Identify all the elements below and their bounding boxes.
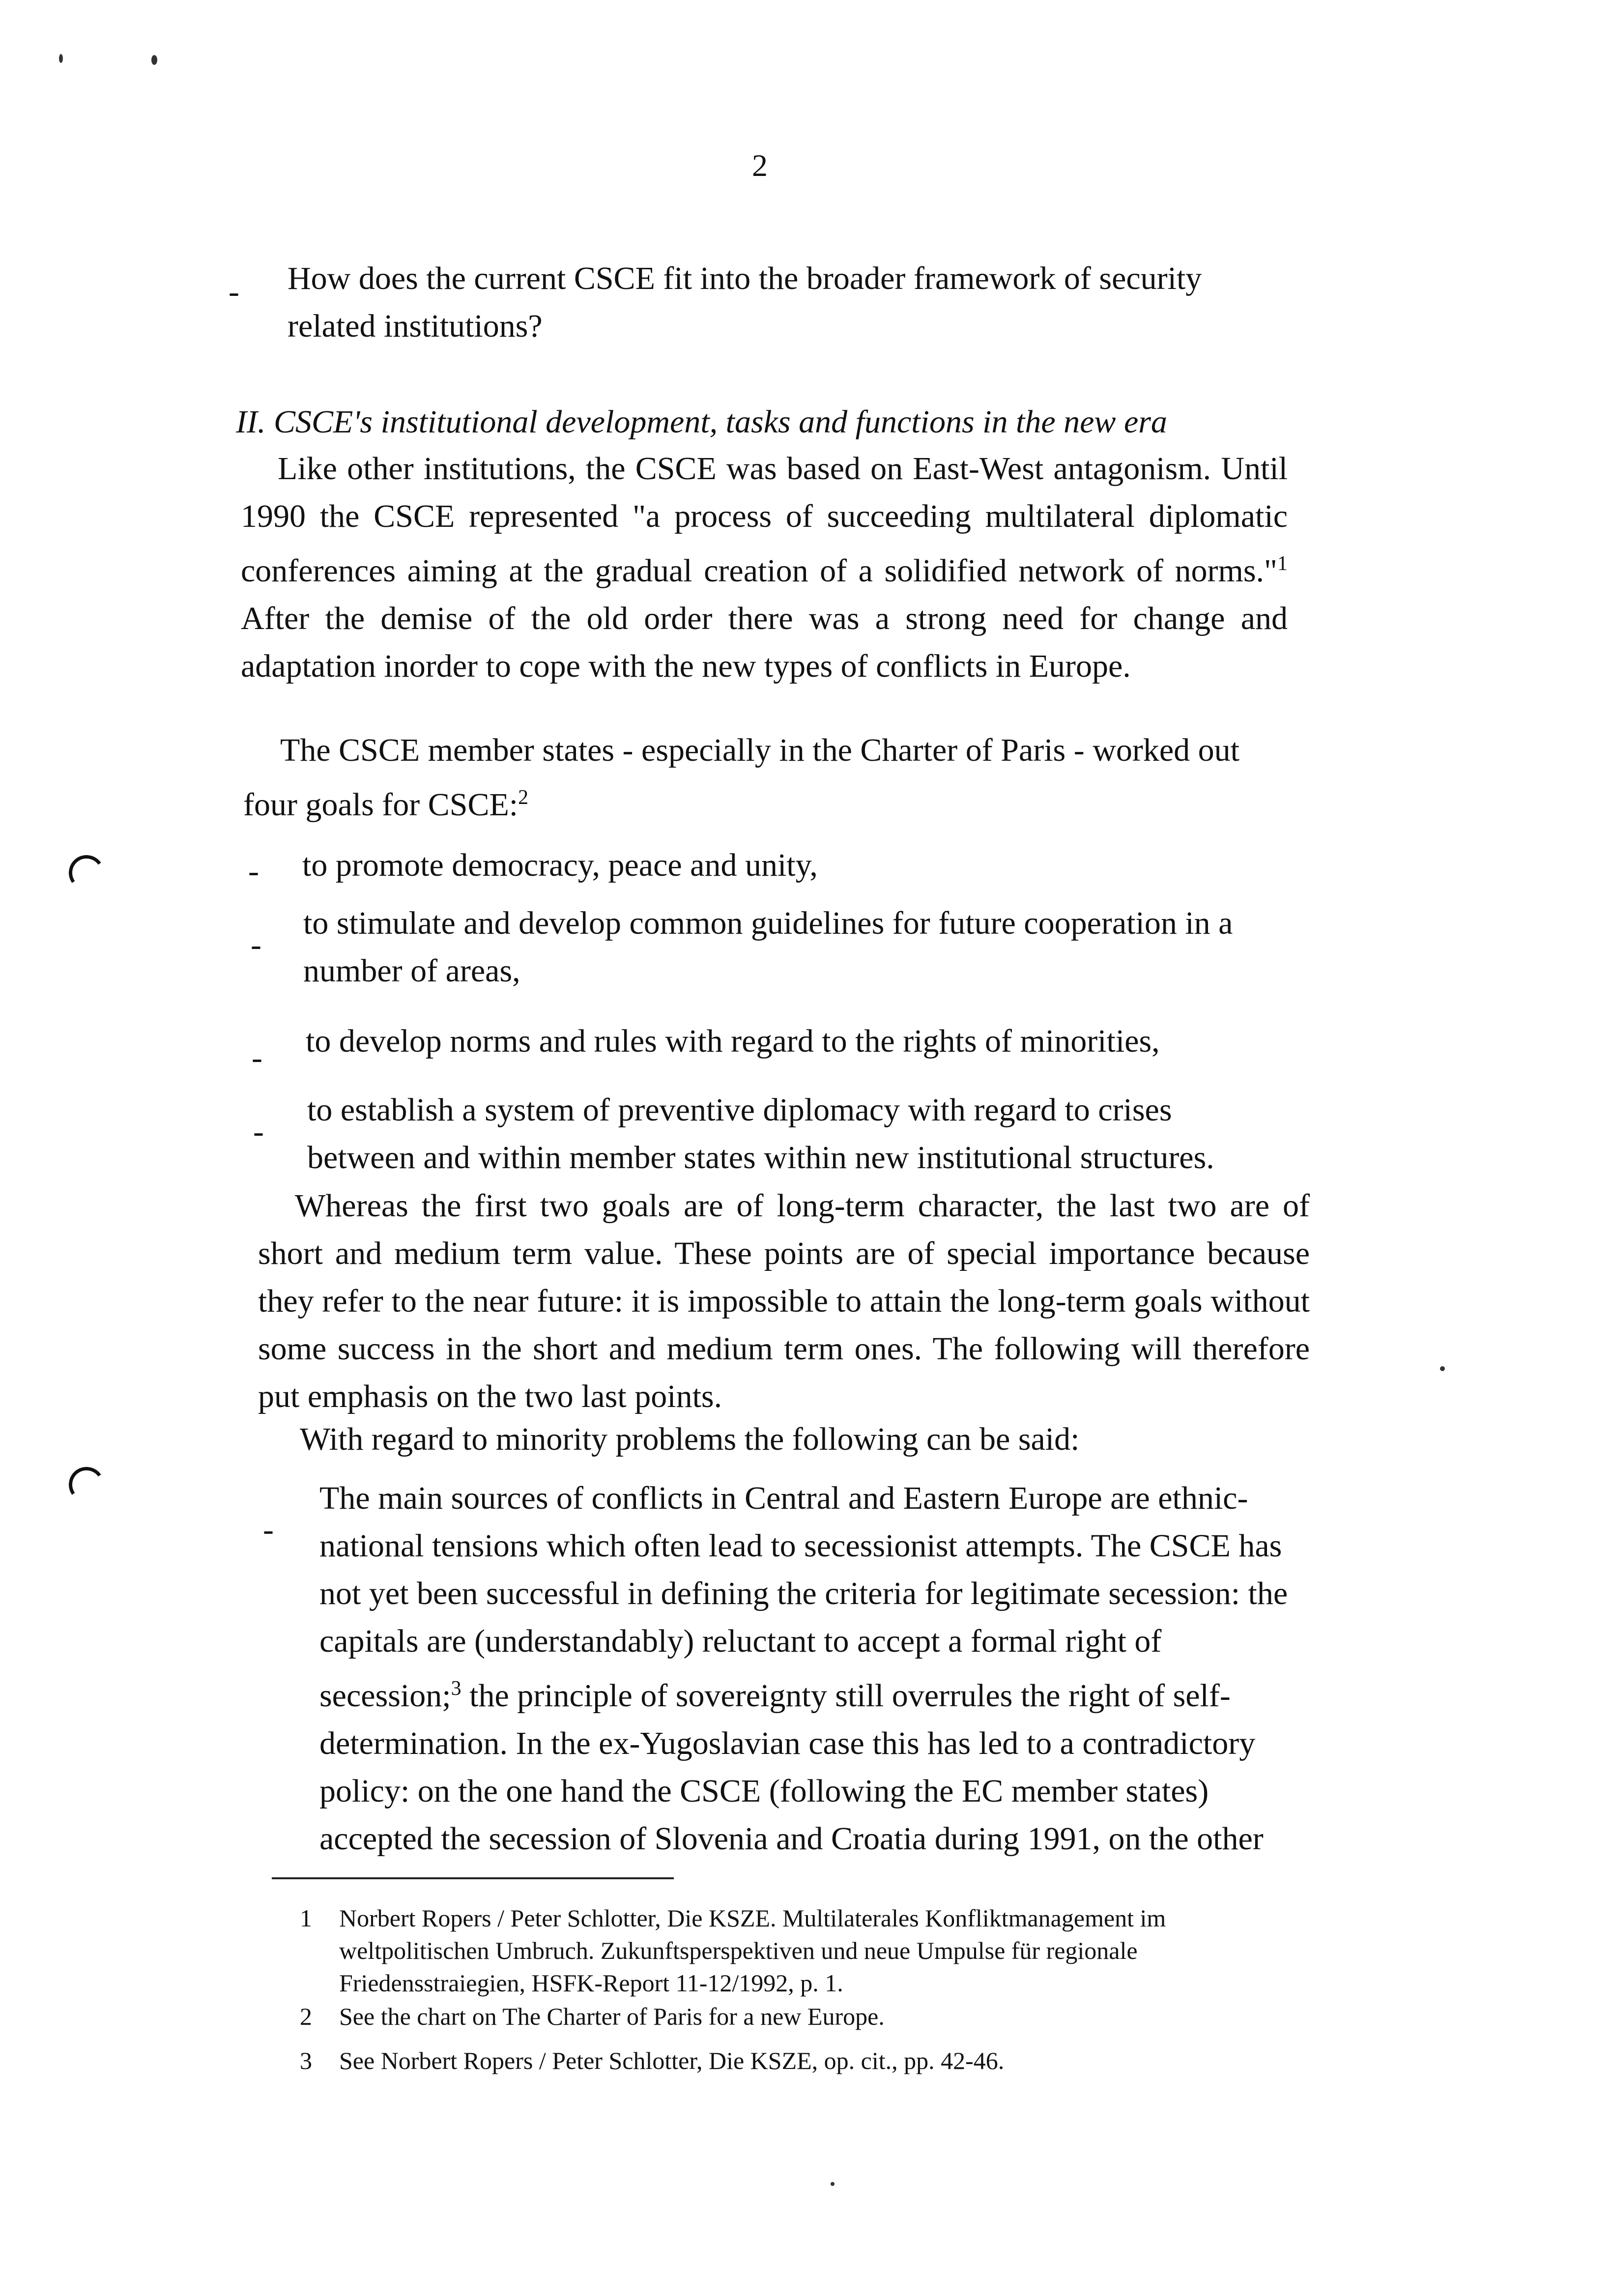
scan-speck — [151, 55, 157, 65]
footnote-ref-1: 1 — [1277, 552, 1288, 575]
paragraph-3 — [258, 1182, 1310, 1420]
scan-speck — [831, 2182, 835, 2186]
goal-1-text: to promote democracy, peace and unity, — [302, 847, 818, 883]
paragraph-1 — [241, 445, 1288, 690]
punch-hole-mark — [66, 1464, 107, 1505]
paragraph-3-text: Whereas the first two goals are of long-term character, the last two are of short and medium term value. These points are of special importance because they refer to the near future: it is impossible to attain the long-term goals without some success in the short and medium term ones. The following will therefore put emphasis on the two last points. — [258, 1188, 1310, 1414]
footnote-2-number: 2 — [300, 2003, 312, 2030]
goal-4-text: to establish a system of preventive diplomacy with regard to crises between and within member states within new institutional structures. — [307, 1092, 1214, 1176]
footnote-ref-3: 3 — [451, 1677, 461, 1700]
footnote-2-text: See the chart on The Charter of Paris for a new Europe. — [339, 2003, 885, 2030]
minority-bullet-continued: the principle of sovereignty still overrules the right of self-determination. In the ex-Yugoslavian case this has led to a contradictory policy: on the one hand the CSCE (following the EC member states) accepted the secession of Slovenia and Croatia during 1991, on the other — [319, 1678, 1264, 1857]
scan-speck — [59, 54, 63, 63]
section-heading: II. CSCE's institutional development, tasks and functions in the new era — [236, 404, 1167, 440]
minority-bullet-text: The main sources of conflicts in Central and Eastern Europe are ethnic-national tensions which often lead to secessionist attempts. The CSCE has not yet been successful in defining the criteria for legitimate secession: the capitals are (understandably) reluctant to accept a formal right of secession; — [319, 1480, 1288, 1714]
paragraph-4 — [263, 1415, 1295, 1463]
paragraph-1-text: Like other institutions, the CSCE was based on East-West antagonism. Until 1990 the CSCE represented "a process of succeeding multilateral diplomatic conferences aiming at the gradual creation of a solidified network of norms." — [241, 451, 1288, 589]
footnote-1-number: 1 — [300, 1904, 312, 1932]
minority-bullet-dash: - — [263, 1512, 274, 1548]
minority-bullet — [319, 1474, 1307, 1863]
page-number: 2 — [752, 148, 768, 183]
goal-4-dash: - — [253, 1114, 264, 1149]
goal-3-dash: - — [252, 1040, 262, 1076]
intro-bullet-text: How does the current CSCE fit into the broader framework of security related institutions? — [288, 260, 1202, 344]
footnote-3-text: See Norbert Ropers / Peter Schlotter, Die KSZE, op. cit., pp. 42-46. — [339, 2047, 1005, 2074]
goal-1-dash: - — [248, 853, 259, 889]
goal-2-dash: - — [251, 927, 261, 963]
footnote-3-number: 3 — [300, 2047, 312, 2074]
paragraph-2 — [243, 726, 1285, 829]
footnote-separator — [272, 1877, 674, 1879]
intro-bullet-dash: - — [229, 274, 239, 310]
punch-hole-mark — [66, 852, 107, 893]
footnote-1-text: Norbert Ropers / Peter Schlotter, Die KSZE. Multilaterales Konfliktmanagement im weltpolitischen Umbruch. Zukunftsperspektiven und neue Umpulse für regionale Friedensstraiegien, HSFK-Report 11-12/1992, p. 1. — [339, 1904, 1166, 1997]
paragraph-2-text: The CSCE member states - especially in the Charter of Paris - worked out four goals for CSCE: — [243, 732, 1239, 823]
scan-speck — [1440, 1366, 1445, 1371]
footnote-ref-2: 2 — [518, 786, 529, 809]
paragraph-1-continued: After the demise of the old order there was a strong need for change and adaptation inorder to cope with the new types of conflicts in Europe. — [241, 601, 1288, 684]
paragraph-4-text: With regard to minority problems the following can be said: — [300, 1421, 1080, 1457]
goal-2-text: to stimulate and develop common guidelines for future cooperation in a number of areas, — [303, 905, 1233, 989]
goal-3-text: to develop norms and rules with regard to the rights of minorities, — [306, 1023, 1160, 1059]
